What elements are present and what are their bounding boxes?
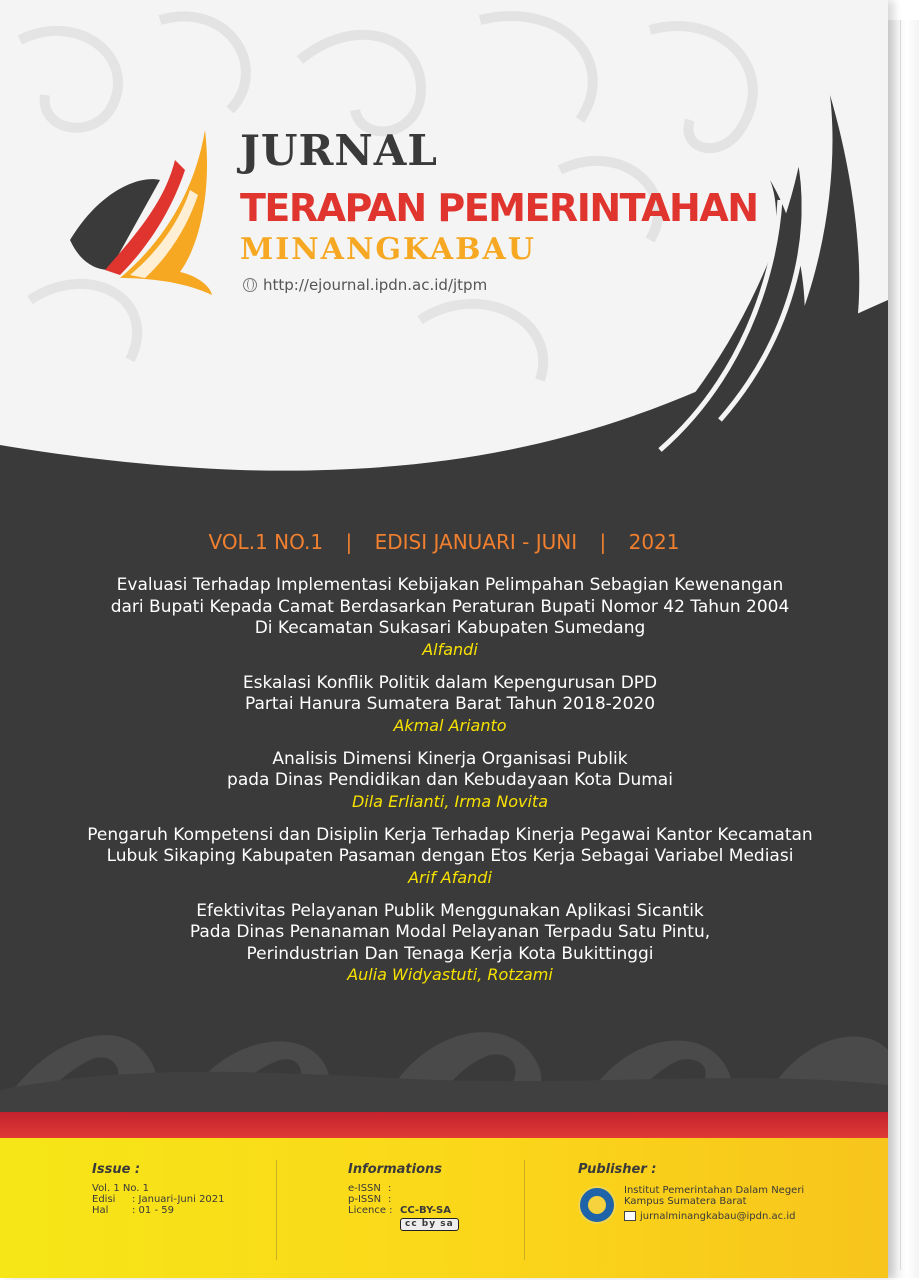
- article-title: Efektivitas Pelayanan Publik Menggunakan Aplikasi Sicantik Pada Dinas Penanaman Modal Pelayanan Terpadu Satu Pintu, Perindustrian Dan Tenaga Kerja Kota Bukittinggi: [189, 900, 711, 964]
- footer-vol-row: [92, 1183, 225, 1194]
- footer-informations: [348, 1162, 459, 1231]
- article-author: Dila Erlianti, Irma Novita: [351, 791, 549, 811]
- footer-issue-heading: Issue :: [92, 1162, 141, 1177]
- article-author: Arif Afandi: [408, 867, 492, 887]
- page-stack-edge: [888, 20, 919, 1278]
- journal-url[interactable]: [243, 276, 487, 294]
- publisher-name-line1: Institut Pemerintahan Dalam Negeri: [624, 1185, 805, 1196]
- footer-vol: Vol. 1 No. 1: [92, 1183, 150, 1194]
- article-author: Aulia Widyastuti, Rotzami: [347, 965, 553, 984]
- footer-licence-value: CC-BY-SA: [400, 1205, 451, 1216]
- footer-edisi-label: Edisi: [92, 1194, 116, 1205]
- footer-edisi-value: : Januari-Juni 2021: [132, 1194, 225, 1205]
- publisher-email-row[interactable]: [624, 1211, 804, 1222]
- footer-edisi-row: [92, 1194, 225, 1205]
- footer-info-heading: Informations: [348, 1162, 443, 1177]
- footer-licence-row: [348, 1205, 459, 1216]
- journal-title-line2: TERAPAN PEMERINTAHAN: [240, 186, 758, 230]
- footer-licence-label: Licence :: [348, 1205, 393, 1216]
- issue-separator: |: [345, 530, 353, 554]
- publisher-email[interactable]: jurnalminangkabau@ipdn.ac.id: [640, 1211, 796, 1222]
- footer-publisher-heading: Publisher :: [578, 1162, 657, 1177]
- ipdn-logo: [578, 1186, 616, 1224]
- page-stack-line: [900, 20, 901, 1270]
- article-author: Akmal Arianto: [393, 715, 507, 735]
- issue-separator: |: [599, 530, 607, 554]
- journal-title-line1: JURNAL: [240, 126, 438, 175]
- article-item: [20, 749, 880, 811]
- article-list: [20, 575, 880, 998]
- issue-year: 2021: [628, 530, 680, 554]
- footer-hal-row: [92, 1205, 225, 1216]
- footer-hal-value: : 01 - 59: [132, 1205, 174, 1216]
- issue-edition: EDISI JANUARI - JUNI: [374, 530, 578, 554]
- footer-publisher: [578, 1162, 656, 1183]
- article-author: Alfandi: [422, 639, 478, 659]
- footer-eissn-row: [348, 1183, 459, 1194]
- article-title: Pengaruh Kompetensi dan Disiplin Kerja Terhadap Kinerja Pegawai Kantor Kecamatan Lubuk Sikaping Kabupaten Pasaman dengan Etos Kerja Sebagai Variabel Mediasi: [87, 824, 813, 866]
- article-title: Analisis Dimensi Kinerja Organisasi Publik pada Dinas Pendidikan dan Kebudayaan Kota Dumai: [227, 748, 673, 790]
- footer-publisher-details: [624, 1185, 804, 1222]
- footer-issue: [92, 1162, 225, 1216]
- footer-pissn-row: [348, 1194, 459, 1205]
- footer-divider: [524, 1160, 525, 1260]
- issue-line: [0, 530, 888, 554]
- cc-by-sa-badge[interactable]: cc by sa: [400, 1218, 459, 1231]
- footer-pissn-value: :: [388, 1194, 392, 1205]
- publisher-name-line2: Kampus Sumatera Barat: [624, 1196, 747, 1207]
- journal-title-line3: MINANGKABAU: [240, 232, 536, 267]
- article-item: [20, 575, 880, 659]
- globe-icon: [243, 278, 257, 292]
- footer-divider: [276, 1160, 277, 1260]
- footer-pissn-label: p-ISSN: [348, 1194, 382, 1205]
- footer-eissn-label: e-ISSN: [348, 1183, 381, 1194]
- email-icon: [624, 1211, 636, 1221]
- article-item: [20, 901, 880, 985]
- article-title: Eskalasi Konflik Politik dalam Kepengurusan DPD Partai Hanura Sumatera Barat Tahun 2018-2020: [242, 672, 658, 714]
- footer-hal-label: Hal: [92, 1205, 109, 1216]
- article-item: [20, 825, 880, 887]
- article-title: Evaluasi Terhadap Implementasi Kebijakan Pelimpahan Sebagian Kewenangan dari Bupati Kepada Camat Berdasarkan Peraturan Bupati Nomor 42 Tahun 2004 Di Kecamatan Sukasari Kabupaten Sumedang: [110, 575, 790, 638]
- issue-volume: VOL.1 NO.1: [208, 530, 324, 554]
- journal-url-text[interactable]: http://ejournal.ipdn.ac.id/jtpm: [263, 276, 488, 294]
- red-band: [0, 1112, 888, 1138]
- footer-eissn-value: :: [388, 1183, 392, 1194]
- article-item: [20, 673, 880, 735]
